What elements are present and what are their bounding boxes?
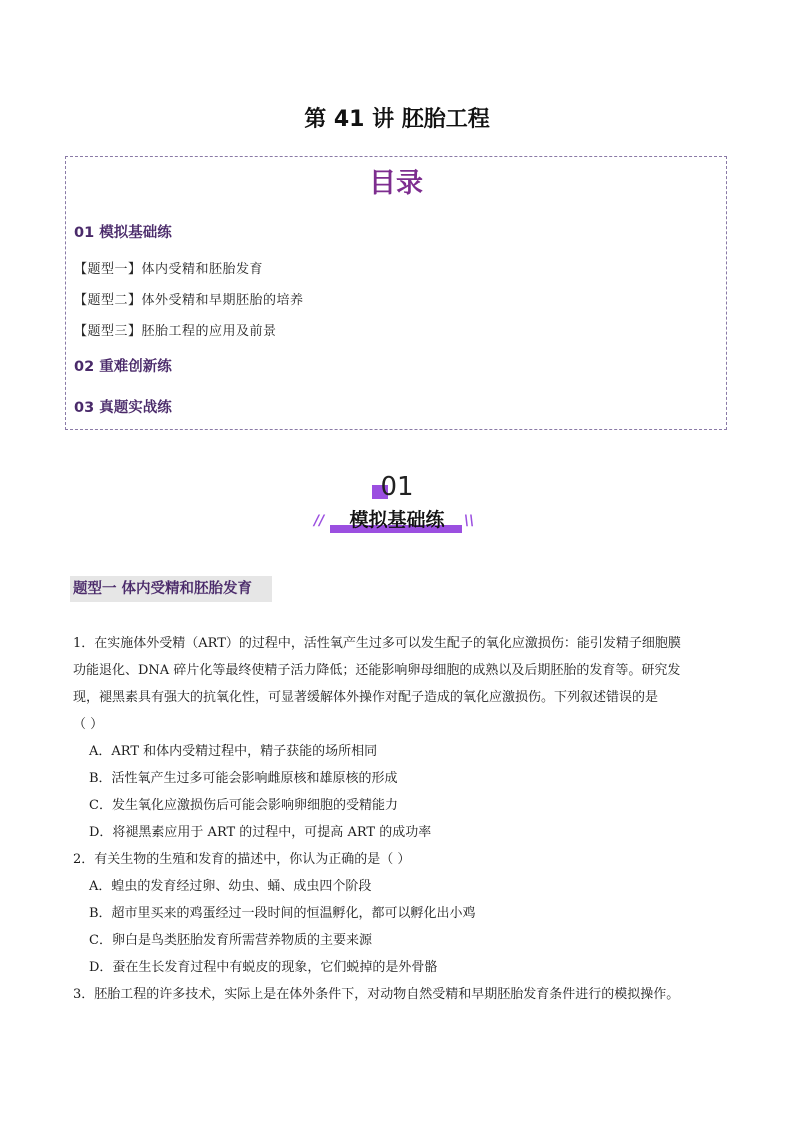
question-1-line-4: （ ） <box>73 717 104 732</box>
page-title: 第 41 讲 胚胎工程 <box>304 107 490 132</box>
section-title: 模拟基础练 <box>349 509 445 531</box>
question-1-line-2: 功能退化、DNA 碎片化等最终使精子活力降低；还能影响卵母细胞的成熟以及后期胚胎的发育等。研究发 <box>73 663 681 678</box>
toc-subsection-2[interactable]: 【题型二】体外受精和早期胚胎的培养 <box>74 293 304 308</box>
section-title-banner <box>0 503 794 537</box>
toc-section-03[interactable]: 03 真题实战练 <box>74 400 172 416</box>
left-slash-decoration: // <box>314 513 325 529</box>
question-1-option-a[interactable]: A．ART 和体内受精过程中，精子获能的场所相同 <box>89 744 378 759</box>
toc-section-01[interactable]: 01 模拟基础练 <box>74 225 172 241</box>
question-2-option-b[interactable]: B．超市里买来的鸡蛋经过一段时间的恒温孵化，都可以孵化出小鸡 <box>89 906 476 921</box>
question-1-line-3: 现，褪黑素具有强大的抗氧化性，可显著缓解体外操作对配子造成的氧化应激损伤。下列叙述错误的是 <box>73 690 659 705</box>
question-2-option-d[interactable]: D．蚕在生长发育过程中有蜕皮的现象，它们蜕掉的是外骨骼 <box>89 960 438 975</box>
question-1-option-c[interactable]: C．发生氧化应激损伤后可能会影响卵细胞的受精能力 <box>89 798 398 813</box>
table-of-contents <box>65 156 727 430</box>
toc-subsection-1[interactable]: 【题型一】体内受精和胚胎发育 <box>74 262 264 277</box>
question-2-stem: 2．有关生物的生殖和发育的描述中，你认为正确的是（ ） <box>73 852 411 867</box>
section-number: 01 <box>380 472 414 502</box>
question-1-line-1: 1．在实施体外受精（ART）的过程中，活性氧产生过多可以发生配子的氧化应激损伤：能引发精子细胞膜 <box>73 636 681 651</box>
question-3-stem: 3．胚胎工程的许多技术，实际上是在体外条件下，对动物自然受精和早期胚胎发育条件进行的模拟操作。 <box>73 987 680 1002</box>
question-type-heading: 题型一 体内受精和胚胎发育 <box>70 576 272 602</box>
toc-heading: 目录 <box>369 168 423 199</box>
question-2-option-a[interactable]: A．蝗虫的发育经过卵、幼虫、蛹、成虫四个阶段 <box>89 879 372 894</box>
question-1-option-d[interactable]: D．将褪黑素应用于 ART 的过程中，可提高 ART 的成功率 <box>89 825 432 840</box>
toc-section-02[interactable]: 02 重难创新练 <box>74 359 172 375</box>
question-2-option-c[interactable]: C．卵白是鸟类胚胎发育所需营养物质的主要来源 <box>89 933 372 948</box>
right-slash-decoration: \\ <box>464 513 475 529</box>
toc-subsection-3[interactable]: 【题型三】胚胎工程的应用及前景 <box>74 324 277 339</box>
question-1-option-b[interactable]: B．活性氧产生过多可能会影响雌原核和雄原核的形成 <box>89 771 398 786</box>
